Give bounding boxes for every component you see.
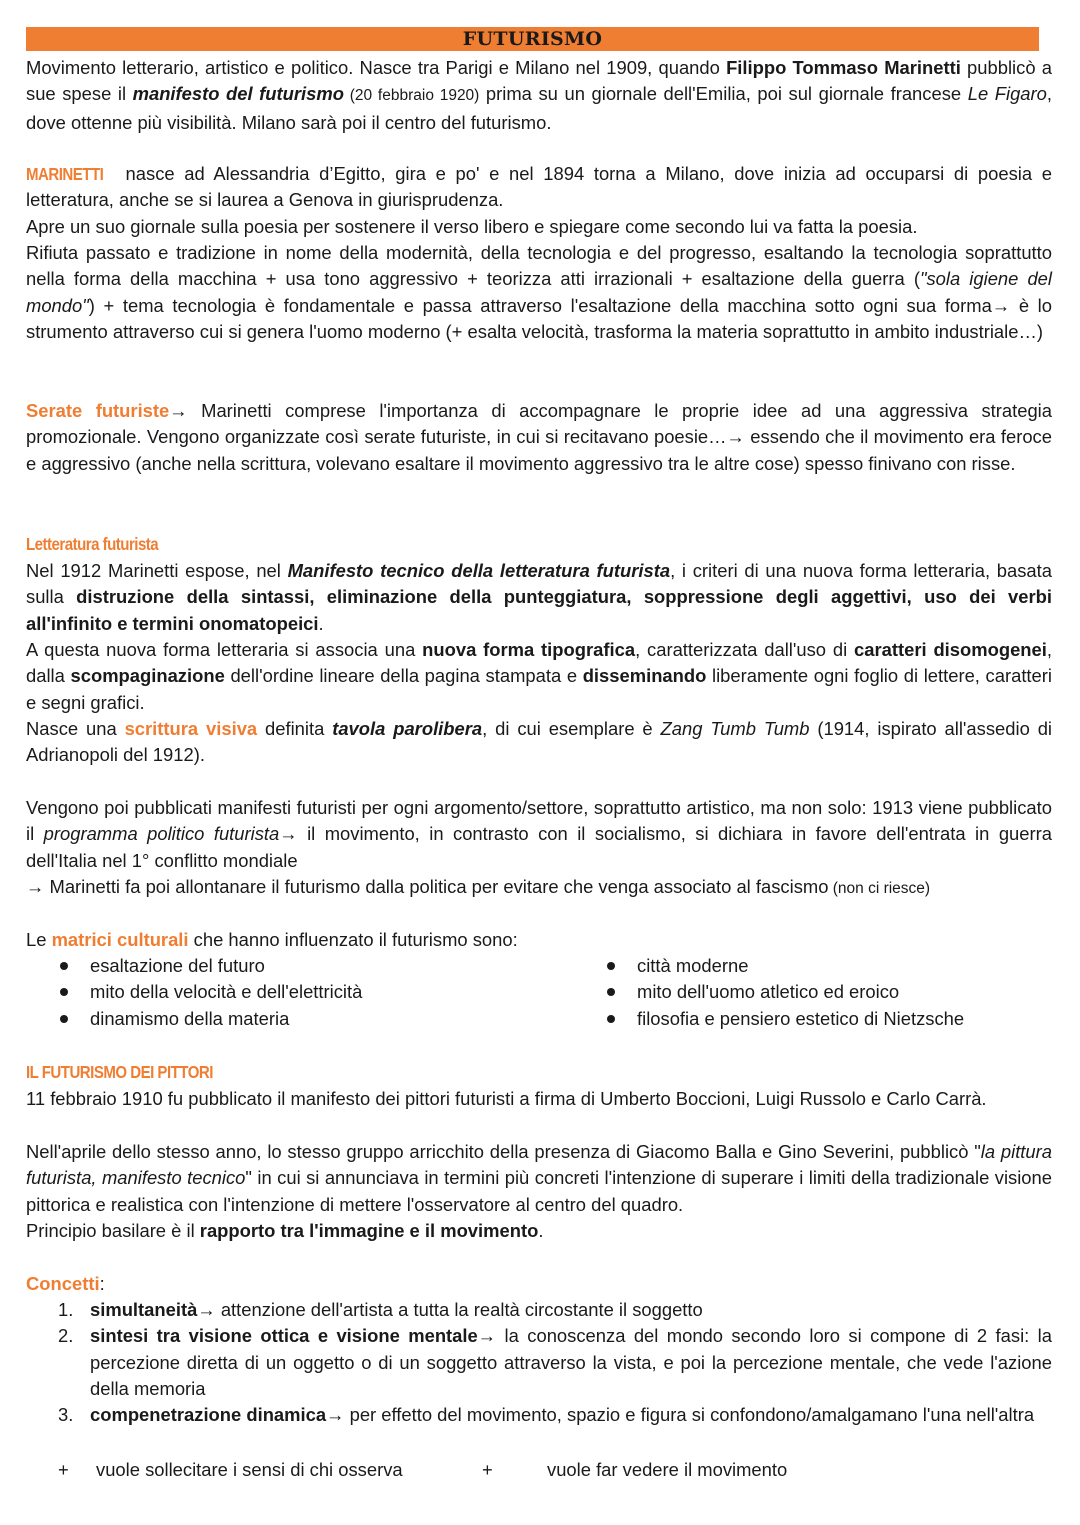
pittori-text: 11 febbraio 1910 fu pubblicato il manifesto dei pittori futuristi a firma di Umberto Boccioni, Luigi Russolo e Carlo Carrà. (26, 1088, 987, 1109)
concetto-text: → per effetto del movimento, spazio e figura si confondono/amalgamano l'una nell'altra (326, 1404, 1035, 1426)
list-item (52, 979, 362, 1005)
marinetti-text: Rifiuta passato e tradizione in nome della modernità, della tecnologia e del progresso, esaltando la tecnologia soprattutto nella forma della macchina + usa tono aggressivo + teorizza atti irrazionali + esaltazione della guerra ( (26, 242, 1052, 290)
letteratura-text: , caratterizzata dall'uso di (635, 639, 855, 660)
pittori-paragraph-3 (26, 1218, 1052, 1244)
letteratura-heading-row (26, 531, 1052, 557)
manifesti-paragraph (26, 795, 1052, 874)
plus-left-text: vuole sollecitare i sensi di chi osserva (96, 1459, 403, 1480)
zang-tumb-tumb: Zang Tumb Tumb (660, 718, 810, 739)
letteratura-text: Nasce una (26, 718, 125, 739)
list-number: 3. (58, 1404, 74, 1426)
plus-sign: + (482, 1459, 493, 1480)
plus-right-text: vuole far vedere il movimento (547, 1459, 788, 1480)
concetto-text: → la conoscenza del mondo secondo loro si compone di 2 fasi: la percezione diretta di un oggetto o di un soggetto attraverso la vista, e poi la percezione mentale, che vede l'azione della memoria (90, 1325, 1052, 1399)
pittori-text: " in cui si annunciava in termini più concreti l'intenzione di superare i limiti della tradizionale visione pittorica e realistica con l'intenzione di mettere l'osservatore al centro del quadro. (26, 1167, 1052, 1215)
list-item (26, 1323, 1052, 1402)
marinetti-text: Apre un suo giornale sulla poesia per sostenere il verso libero e spiegare come secondo lui va fatta la poesia. (26, 216, 918, 237)
list-number: 1. (58, 1299, 74, 1320)
concetti-label: Concetti (26, 1273, 100, 1294)
manifesti-note (26, 874, 1052, 902)
manifesti-text: Vengono poi pubblicati manifesti futuristi per ogni argomento/settore, soprattutto artistico, ma non solo: 1913 viene pubblicato il (26, 797, 1052, 845)
list-item-text: dinamismo della materia (90, 1007, 290, 1029)
letteratura-text: Nel 1912 Marinetti espose, nel (26, 560, 288, 581)
serate-text: → Marinetti comprese l'importanza di accompagnare le proprie idee ad una aggressiva strategia promozionale. Vengono organizzate così serate futuriste, in cui si recitavano poesie…→ essendo che il movimento era feroce e aggressivo (anche nella scrittura, volevano esaltare il movimento aggressivo tra le altre cose) spesso finivano con risse. (26, 400, 1052, 474)
letteratura-text: . (318, 612, 324, 634)
list-item (599, 979, 964, 1005)
matrici-list-right (599, 953, 964, 1032)
letteratura-text: , i criteri di una nuova forma letteraria, basata sulla (26, 560, 1052, 608)
concetti-heading-row (26, 1271, 1052, 1297)
pittori-text: Nell'aprile dello stesso anno, lo stesso gruppo arricchito della presenza di Giacomo Balla e Gino Severini, pubblicò " (26, 1141, 981, 1162)
letteratura-text: A questa nuova forma letteraria si associa una (26, 639, 423, 660)
concetto-term: sintesi tra visione ottica e visione mentale (90, 1325, 478, 1347)
marinetti-text: nasce ad Alessandria d’Egitto, gira e po' e nel 1894 torna a Milano, dove inizia ad occuparsi di poesia e letteratura, anche se si laurea a Genova in giurisprudenza. (26, 163, 1052, 211)
pittori-text: . (538, 1220, 544, 1241)
marinetti-section (26, 161, 1052, 214)
letteratura-paragraph-3 (26, 716, 1052, 769)
marinetti-paragraph (26, 240, 1052, 345)
plus-sign: + (58, 1459, 69, 1480)
page-title: FUTURISMO (26, 27, 1039, 51)
letteratura-paragraph-2 (26, 637, 1052, 716)
concetti-colon: : (99, 1273, 105, 1294)
scompaginazione: scompaginazione (70, 665, 225, 687)
marinetti-text: ) + tema tecnologia è fondamentale e passa attraverso l'esaltazione della macchina sotto ogni sua forma→ è lo strumento attraverso cui si genera l'uomo moderno (+ esalta velocità, trasforma la materia soprattutto in ambito industriale…) (26, 294, 1052, 342)
pittori-text: Principio basilare è il (26, 1220, 200, 1241)
letteratura-text: , di cui esemplare è (482, 718, 661, 739)
pittura-manifesto: la pittura futurista, manifesto tecnico (26, 1141, 1052, 1189)
caratteri-disomogenei: caratteri disomogenei (854, 639, 1047, 660)
list-item (52, 953, 362, 979)
list-item-text: filosofia e pensiero estetico di Nietzsche (637, 1007, 965, 1029)
pittori-paragraph-1 (26, 1086, 1052, 1112)
manifesto-title: manifesto del futurismo (132, 83, 344, 105)
manifesto-tecnico: Manifesto tecnico della letteratura futurista (287, 560, 671, 581)
concetti-list (26, 1297, 1052, 1428)
marinetti-label: MARINETTI (26, 164, 104, 184)
matrici-label: matrici culturali (51, 929, 189, 950)
letteratura-heading: Letteratura futurista (26, 534, 159, 554)
pittori-heading-row (26, 1059, 1052, 1085)
serate-section (26, 398, 1052, 477)
marinetti-quote: "sola igiene del mondo" (26, 268, 1052, 316)
matrici-text: che hanno influenzato il futurismo sono: (188, 929, 518, 950)
concetto-text: → attenzione dell'artista a tutta la realtà circostante il soggetto (197, 1299, 703, 1320)
list-item-text: mito della velocità e dell'elettricità (90, 981, 363, 1003)
letteratura-criteri: distruzione della sintassi, eliminazione della punteggiatura, soppressione degli aggettivi, uso dei verbi all'infinito e termini onomatopeici (26, 586, 1052, 634)
principio-basilare: rapporto tra l'immagine e il movimento (199, 1220, 539, 1241)
marinetti-name: Filippo Tommaso Marinetti (726, 57, 961, 78)
tavola-parolibera: tavola parolibera (332, 718, 483, 739)
list-item-text: esaltazione del futuro (90, 955, 265, 976)
letteratura-text: liberamente ogni foglio di lettere, caratteri e segni grafici. (26, 665, 1052, 713)
list-item-text: mito dell'uomo atletico ed eroico (637, 981, 900, 1003)
intro-text: pubblicò a sue spese il (26, 57, 1052, 105)
pittori-heading: IL FUTURISMO DEI PITTORI (26, 1062, 213, 1082)
list-item (52, 1006, 362, 1032)
intro-text: prima su un giornale dell'Emilia, poi sul giornale francese (479, 83, 968, 105)
disseminando: disseminando (582, 665, 707, 687)
programma-politico: programma politico futurista (43, 823, 280, 845)
letteratura-text: dell'ordine lineare della pagina stampata e (224, 665, 583, 687)
list-item (26, 1402, 1052, 1428)
scrittura-visiva: scrittura visiva (124, 718, 258, 739)
letteratura-text: definita (257, 718, 333, 739)
letteratura-paragraph-1 (26, 558, 1052, 637)
matrici-list-left (52, 953, 362, 1032)
list-item (26, 1297, 1052, 1323)
concetto-term: simultaneità (90, 1299, 198, 1320)
intro-paragraph (26, 55, 1052, 136)
pittori-paragraph-2 (26, 1139, 1052, 1218)
serate-label: Serate futuriste (26, 400, 170, 421)
manifesti-text: → Marinetti fa poi allontanare il futurismo dalla politica per evitare che venga associato al fascismo (26, 876, 829, 897)
nuova-forma-tipografica: nuova forma tipografica (422, 639, 636, 660)
list-item (599, 1006, 964, 1032)
marinetti-line (26, 214, 1052, 240)
manifesti-aside: (non ci riesce) (828, 880, 931, 897)
concetto-term: compenetrazione dinamica (90, 1404, 327, 1426)
list-number: 2. (58, 1325, 74, 1347)
list-item (599, 953, 964, 979)
list-item-text: città moderne (637, 955, 749, 976)
letteratura-text: (1914, ispirato all'assedio di Adrianopoli del 1912). (26, 718, 1053, 766)
manifesti-text: → il movimento, in contrasto con il socialismo, si dichiara in favore dell'entrata in guerra dell'Italia nel 1° conflitto mondiale (26, 823, 1052, 871)
matrici-text: Le (26, 929, 52, 950)
le-figaro: Le Figaro (967, 83, 1047, 105)
letteratura-text: , dalla (26, 639, 1052, 687)
matrici-intro (26, 927, 1052, 953)
intro-text: Movimento letterario, artistico e politico. Nasce tra Parigi e Milano nel 1909, quando (26, 57, 727, 78)
manifesto-date: (20 febbraio 1920) (343, 87, 480, 105)
intro-text: , dove ottenne più visibilità. Milano sarà poi il centro del futurismo. (26, 83, 1052, 133)
